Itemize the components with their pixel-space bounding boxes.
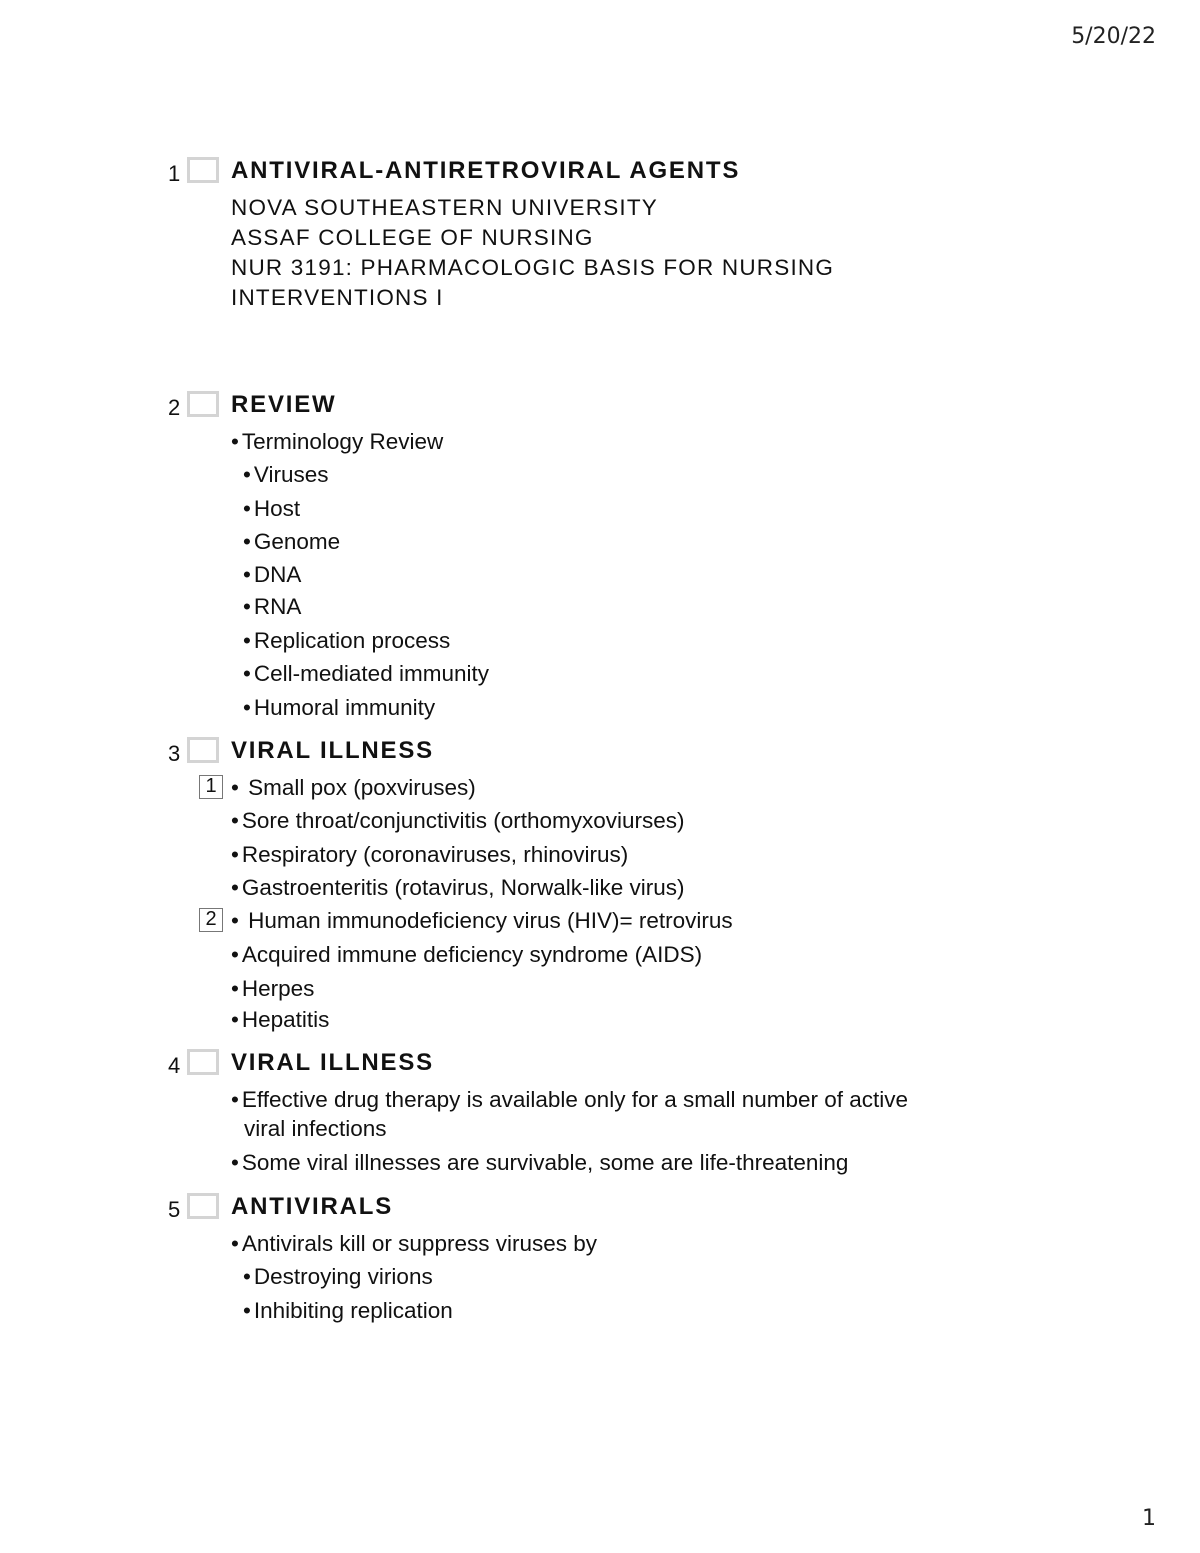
- slide-thumbnail[interactable]: [187, 1049, 219, 1075]
- print-date: 5/20/22: [1071, 24, 1156, 49]
- slide-number: 4: [168, 1053, 181, 1078]
- slide-title: VIRAL ILLNESS: [231, 1049, 434, 1076]
- bullet-item: • Humoral immunity: [243, 695, 435, 721]
- bullet-item: • Antivirals kill or suppress viruses by: [231, 1231, 597, 1257]
- slide-title: ANTIVIRAL-ANTIRETROVIRAL AGENTS: [231, 157, 741, 184]
- bullet-item: • Some viral illnesses are survivable, some are life-threatening: [231, 1150, 848, 1176]
- bullet-item: • Hepatitis: [231, 1007, 329, 1033]
- slide-title: REVIEW: [231, 391, 337, 418]
- note-marker[interactable]: • 1: [199, 775, 223, 799]
- subtitle-line: NOVA SOUTHEASTERN UNIVERSITY: [231, 195, 658, 220]
- bullet-item: • Viruses: [243, 462, 329, 488]
- bullet-item: [205, 908, 733, 934]
- bullet-item: • Cell-mediated immunity: [243, 661, 489, 687]
- bullet-item: • RNA: [243, 594, 301, 620]
- bullet-item: • Herpes: [231, 976, 314, 1002]
- bullet-item: • Gastroenteritis (rotavirus, Norwalk-like virus): [231, 875, 685, 901]
- bullet-item: • Genome: [243, 529, 340, 555]
- bullet-text: Human immunodeficiency virus (HIV)= retrovirus: [248, 908, 733, 933]
- slide-thumbnail[interactable]: [187, 391, 219, 417]
- subtitle-line: INTERVENTIONS I: [231, 285, 444, 310]
- bullet-item: • Replication process: [243, 628, 450, 654]
- bullet-text: Small pox (poxviruses): [248, 775, 476, 800]
- subtitle-line: NUR 3191: PHARMACOLOGIC BASIS FOR NURSING: [231, 255, 835, 280]
- bullet-item: • Terminology Review: [231, 429, 443, 455]
- subtitle-line: ASSAF COLLEGE OF NURSING: [231, 225, 594, 250]
- bullet-item: • Effective drug therapy is available only for a small number of active: [231, 1087, 908, 1113]
- note-marker[interactable]: • 2: [199, 908, 223, 932]
- bullet-item: [205, 775, 476, 801]
- bullet-continuation: viral infections: [244, 1116, 387, 1141]
- slide-title: VIRAL ILLNESS: [231, 737, 434, 764]
- slide-number: 2: [168, 395, 181, 420]
- slide-number: 5: [168, 1197, 181, 1222]
- slide-number: 3: [168, 741, 181, 766]
- slide-thumbnail[interactable]: [187, 157, 219, 183]
- bullet-item: • DNA: [243, 562, 301, 588]
- bullet-item: • Destroying virions: [243, 1264, 433, 1290]
- slide-thumbnail[interactable]: [187, 1193, 219, 1219]
- slide-number: 1: [168, 161, 181, 186]
- bullet-item: • Respiratory (coronaviruses, rhinovirus): [231, 842, 628, 868]
- slide-thumbnail[interactable]: [187, 737, 219, 763]
- bullet-item: • Host: [243, 496, 300, 522]
- bullet-item: • Sore throat/conjunctivitis (orthomyxoviurses): [231, 808, 685, 834]
- slide-title: ANTIVIRALS: [231, 1193, 393, 1220]
- bullet-item: • Acquired immune deficiency syndrome (AIDS): [231, 942, 702, 968]
- bullet-item: • Inhibiting replication: [243, 1298, 453, 1324]
- page-number: 1: [1142, 1506, 1156, 1531]
